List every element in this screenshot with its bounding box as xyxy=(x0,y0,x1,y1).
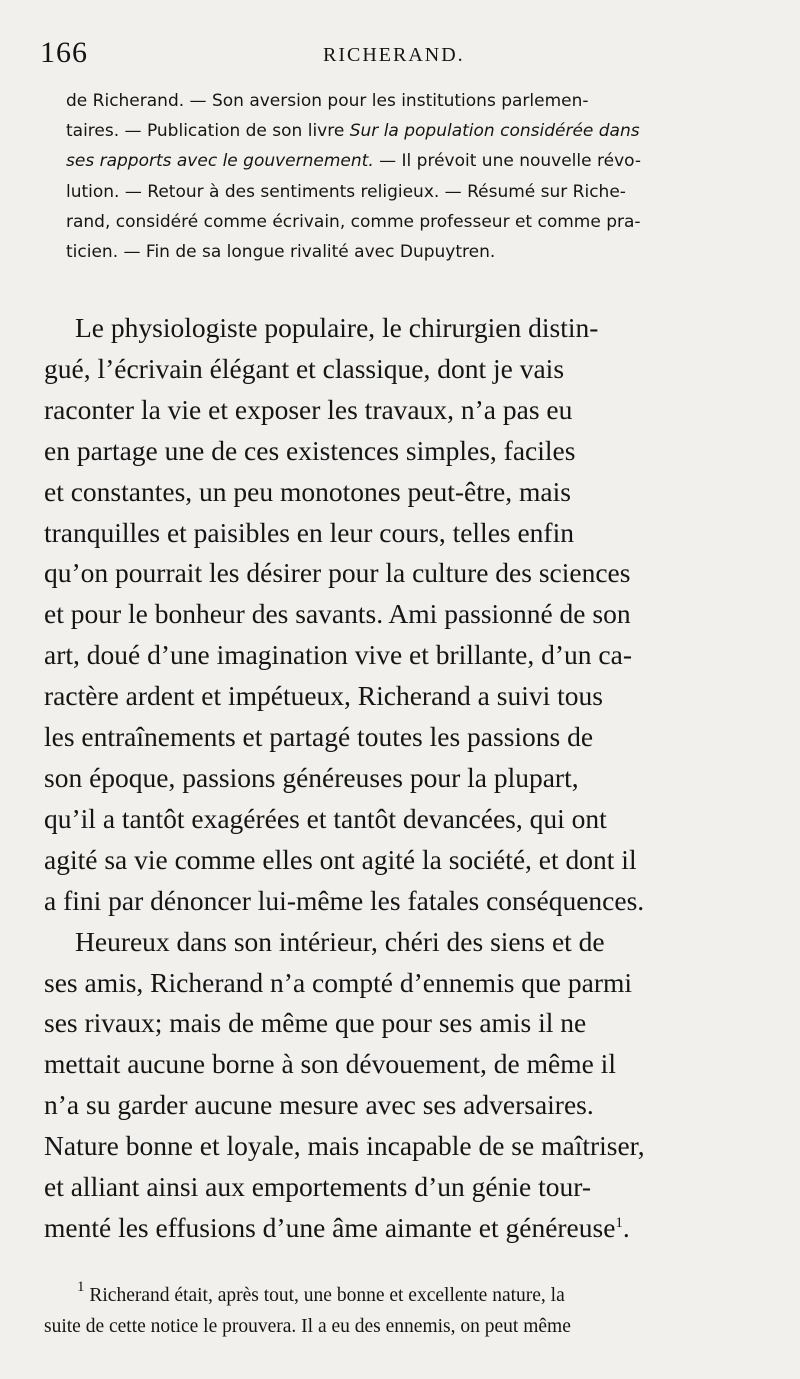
text-line: a fini par dénoncer lui-même les fatales conséquences. xyxy=(44,884,645,916)
text-line-content: menté les effusions d’une âme aimante et généreuse xyxy=(44,1211,616,1243)
text-line: qu’il a tantôt exagérées et tantôt devancées, qui ont xyxy=(44,802,607,834)
text-line: ses amis, Richerand n’a compté d’ennemis que parmi xyxy=(44,966,633,998)
book-title-continued: ses rapports avec le gouvernement. xyxy=(66,151,374,172)
text-line: les entraînements et partagé toutes les passions de xyxy=(44,721,594,753)
text-line: et alliant ainsi aux emportements d’un génie tour- xyxy=(44,1171,591,1203)
text-line: ses rivaux; mais de même que pour ses amis il ne xyxy=(44,1007,587,1039)
footnote-text: Richerand était, après tout, une bonne et excellente nature, la xyxy=(89,1285,565,1306)
summary-line xyxy=(66,116,756,146)
footnote-marker: 1 xyxy=(77,1279,85,1295)
text-line: menté les effusions d’une âme aimante et généreuse$^1$. xyxy=(44,1211,630,1243)
text-line: raconter la vie et exposer les travaux, n’a pas eu xyxy=(44,393,573,425)
chapter-summary xyxy=(66,86,756,267)
text-line: n’a su garder aucune mesure avec ses adversaires. xyxy=(44,1089,594,1121)
summary-line xyxy=(66,146,756,176)
page-number: 166 xyxy=(40,36,88,69)
footnote-line: suite de cette notice le prouvera. Il a eu des ennemis, on peut même xyxy=(44,1316,571,1337)
summary-line: de Richerand. — Son aversion pour les institutions parlemen- xyxy=(66,91,589,111)
page-header xyxy=(40,36,770,76)
footnote xyxy=(44,1280,760,1342)
summary-line: rand, considéré comme écrivain, comme professeur et comme pra- xyxy=(66,211,641,232)
text-line: Heureux dans son intérieur, chéri des siens et de xyxy=(75,925,605,957)
footnote-line xyxy=(44,1280,760,1311)
text-line: Nature bonne et loyale, mais incapable de se maîtriser, xyxy=(44,1130,645,1162)
text-line: gué, l’écrivain élégant et classique, dont je vais xyxy=(44,352,565,384)
text-line: en partage une de ces existences simples, faciles xyxy=(44,434,576,466)
summary-line: ticien. — Fin de sa longue rivalité avec Dupuytren. xyxy=(66,242,496,263)
summary-text: — Il prévoit une nouvelle révo- xyxy=(373,151,641,172)
text-line: son époque, passions généreuses pour la plupart, xyxy=(44,761,579,793)
summary-text: taires. — Publication de son livre xyxy=(66,121,350,142)
text-line: art, doué d’une imagination vive et brillante, d’un ca- xyxy=(44,639,632,671)
summary-line: lution. — Retour à des sentiments religieux. — Résumé sur Riche- xyxy=(66,181,626,202)
text-line: Le physiologiste populaire, le chirurgien distin- xyxy=(75,312,599,343)
book-title: Sur la population considérée dans xyxy=(349,121,640,142)
running-head: RICHERAND. xyxy=(323,44,465,66)
footnote-reference[interactable]: 1 xyxy=(615,1214,623,1231)
body-text xyxy=(44,308,752,1249)
text-line: et constantes, un peu monotones peut-être, mais xyxy=(44,475,571,507)
text-line: mettait aucune borne à son dévouement, de même il xyxy=(44,1048,616,1080)
text-line: qu’on pourrait les désirer pour la culture des sciences xyxy=(44,557,631,589)
text-line: et pour le bonheur des savants. Ami passionné de son xyxy=(44,598,631,630)
text-line: ractère ardent et impétueux, Richerand a suivi tous xyxy=(44,680,603,712)
text-line: agité sa vie comme elles ont agité la société, et dont il xyxy=(44,843,637,875)
text-line: tranquilles et paisibles en leur cours, telles enfin xyxy=(44,516,574,548)
